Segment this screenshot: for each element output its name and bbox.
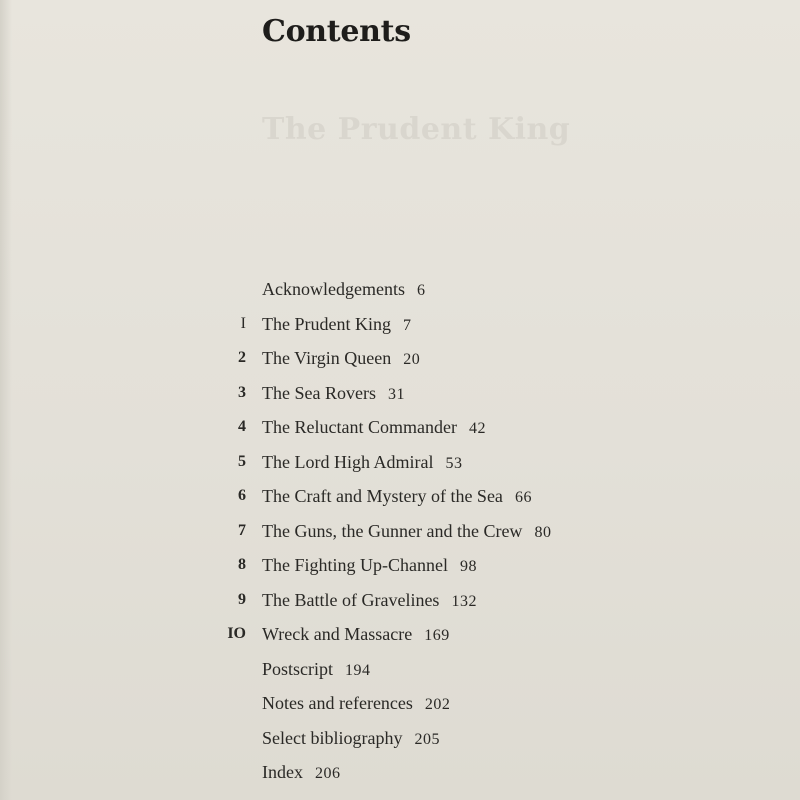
chapter-number: 4 [238, 418, 246, 435]
toc-entry [0, 447, 800, 482]
chapter-number: 3 [238, 383, 246, 401]
entry-title: The Craft and Mystery of the Sea [262, 486, 503, 506]
toc-entry [0, 516, 800, 551]
entry-page-number: 202 [424, 696, 451, 713]
entry-title: The Battle of Gravelines [262, 589, 440, 610]
toc-entry [0, 654, 800, 689]
toc-entry-text [262, 346, 420, 372]
toc-entry-text [262, 691, 450, 717]
entry-page-number: 169 [424, 627, 450, 644]
chapter-number: 6 [238, 487, 246, 504]
entry-page-number: 53 [445, 454, 463, 472]
toc-entry [0, 412, 800, 447]
entry-title: The Lord High Admiral [262, 451, 434, 472]
entry-title: Notes and references [262, 693, 413, 713]
chapter-number: 9 [238, 590, 246, 608]
entry-page-number: 98 [459, 558, 477, 575]
toc-entry-text [262, 588, 477, 614]
contents-heading: Contents [262, 14, 411, 49]
toc-entry-text [262, 553, 477, 579]
entry-title: The Sea Rovers [262, 382, 376, 403]
toc-entry-text [262, 415, 486, 441]
entry-page-number: 7 [402, 316, 412, 334]
toc-entry-text [262, 657, 371, 683]
toc-entry-text [262, 622, 450, 648]
toc-entry [0, 343, 800, 378]
entry-title: Index [262, 762, 303, 782]
toc-entry-text [262, 450, 462, 476]
toc-entry [0, 309, 800, 344]
toc-entry-text [262, 381, 405, 407]
entry-page-number: 20 [403, 351, 421, 368]
toc-entry [0, 481, 800, 516]
toc-entry [0, 757, 800, 792]
toc-entry [0, 723, 800, 758]
entry-title: Select bibliography [262, 727, 403, 748]
toc-entry [0, 619, 800, 654]
entry-title: The Reluctant Commander [262, 417, 457, 437]
toc-entry-text [262, 312, 411, 338]
entry-title: Postscript [262, 658, 334, 679]
toc-entry [0, 550, 800, 585]
entry-page-number: 80 [534, 523, 552, 541]
entry-page-number: 205 [414, 730, 440, 748]
entry-title: The Guns, the Gunner and the Crew [262, 520, 523, 541]
show-through-text: The Prudent King [262, 112, 571, 147]
chapter-number: IO [227, 625, 246, 642]
toc-entry-text [262, 277, 425, 303]
entry-title: Acknowledgements [262, 279, 405, 299]
toc-entry-text [262, 760, 340, 786]
entry-page-number: 42 [468, 420, 486, 437]
entry-page-number: 132 [451, 592, 477, 610]
entry-page-number: 6 [416, 282, 426, 299]
chapter-number: 5 [238, 452, 246, 470]
chapter-number: 7 [238, 521, 246, 539]
entry-page-number: 66 [514, 489, 532, 506]
entry-page-number: 206 [314, 765, 341, 782]
entry-title: The Prudent King [262, 313, 391, 334]
chapter-number: 2 [238, 349, 246, 366]
toc-entry-text [262, 519, 551, 545]
chapter-number: 8 [238, 556, 246, 573]
entry-title: The Virgin Queen [262, 348, 392, 368]
toc-entry [0, 378, 800, 413]
table-of-contents [0, 274, 800, 792]
toc-entry [0, 274, 800, 309]
toc-entry [0, 688, 800, 723]
entry-title: Wreck and Massacre [262, 624, 413, 644]
toc-entry-text [262, 726, 440, 752]
toc-entry [0, 585, 800, 620]
entry-title: The Fighting Up-Channel [262, 555, 448, 575]
chapter-number: I [240, 314, 246, 332]
entry-page-number: 194 [345, 661, 371, 679]
entry-page-number: 31 [387, 385, 405, 403]
toc-entry-text [262, 484, 532, 510]
